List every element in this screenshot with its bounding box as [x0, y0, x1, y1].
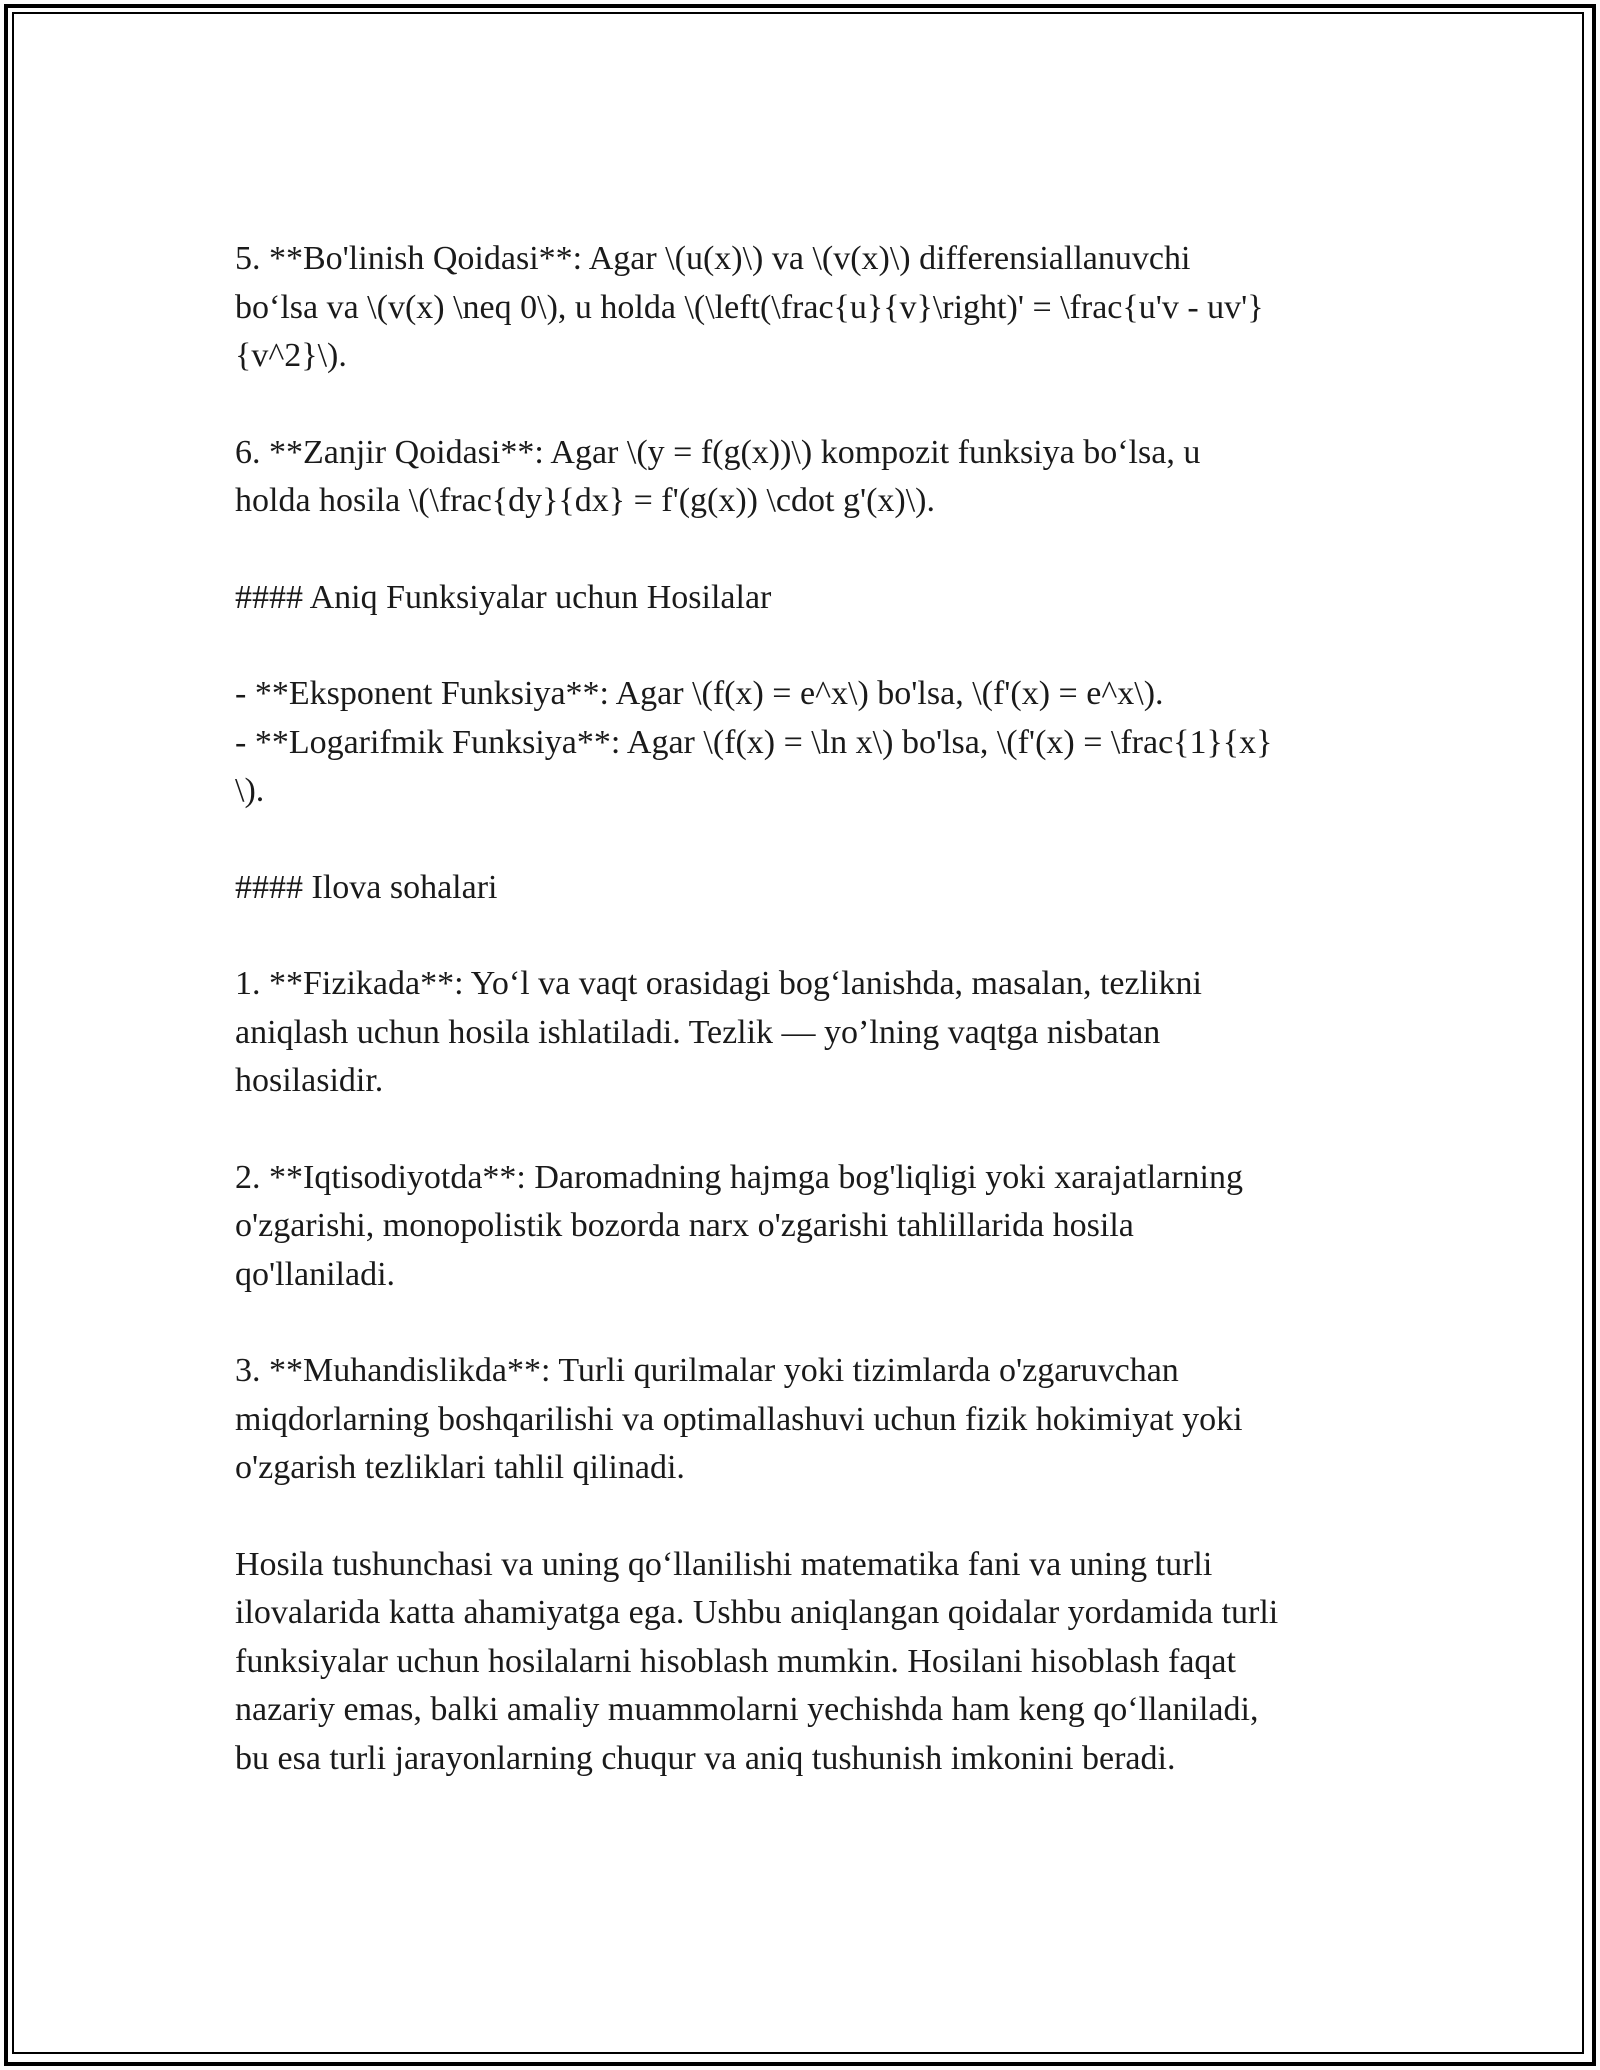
- quotient-rule-item: [235, 235, 1365, 381]
- application-areas-heading: [235, 864, 1365, 913]
- economics-item: [235, 1154, 1365, 1300]
- text-line: #### Aniq Funksiyalar uchun Hosilalar: [235, 578, 772, 616]
- function-derivatives-list: [235, 670, 1365, 816]
- text-line: 6. **Zanjir Qoidasi**: Agar \(y = f(g(x))\) kompozit funksiya bo‘lsa, u: [235, 433, 1201, 471]
- text-line: aniqlash uchun hosila ishlatiladi. Tezlik — yo’lning vaqtga nisbatan: [235, 1013, 1161, 1051]
- engineering-item: [235, 1347, 1365, 1493]
- specific-functions-heading: [235, 574, 1365, 623]
- conclusion-paragraph: [235, 1541, 1365, 1784]
- text-line: ilovalarida katta ahamiyatga ega. Ushbu aniqlangan qoidalar yordamida turli: [235, 1594, 1279, 1631]
- text-line: holda hosila \(\frac{dy}{dx} = f'(g(x)) \cdot g'(x)\).: [235, 482, 936, 519]
- text-line: 3. **Muhandislikda**: Turli qurilmalar yoki tizimlarda o'zgaruvchan: [235, 1352, 1179, 1389]
- text-line: - **Logarifmik Funksiya**: Agar \(f(x) = \ln x\) bo'lsa, \(f'(x) = \frac{1}{x}: [235, 723, 1273, 761]
- text-line: bu esa turli jarayonlarning chuqur va aniq tushunish imkonini beradi.: [235, 1739, 1176, 1777]
- text-line: \).: [235, 772, 265, 809]
- text-line: Hosila tushunchasi va uning qo‘llanilishi matematika fani va uning turli: [235, 1545, 1213, 1583]
- text-line: 2. **Iqtisodiyotda**: Daromadning hajmga bog'liqligi yoki xarajatlarning: [235, 1158, 1243, 1196]
- text-line: funksiyalar uchun hosilalarni hisoblash mumkin. Hosilani hisoblash faqat: [235, 1642, 1236, 1680]
- text-line: - **Eksponent Funksiya**: Agar \(f(x) = e^x\) bo'lsa, \(f'(x) = e^x\).: [235, 675, 1164, 712]
- text-line: 5. **Bo'linish Qoidasi**: Agar \(u(x)\) va \(v(x)\) differensiallanuvchi: [235, 240, 1191, 277]
- document-body: [235, 235, 1365, 1783]
- text-line: {v^2}\).: [235, 337, 347, 374]
- text-line: #### Ilova sohalari: [235, 868, 498, 906]
- text-line: miqdorlarning boshqarilishi va optimallashuvi uchun fizik hokimiyat yoki: [235, 1400, 1243, 1438]
- text-line: o'zgarish tezliklari tahlil qilinadi.: [235, 1449, 685, 1486]
- text-line: qo'llaniladi.: [235, 1255, 396, 1293]
- text-line: nazariy emas, balki amaliy muammolarni yechishda ham keng qo‘llaniladi,: [235, 1691, 1259, 1728]
- text-line: hosilasidir.: [235, 1062, 384, 1099]
- physics-item: [235, 960, 1365, 1106]
- chain-rule-item: [235, 429, 1365, 526]
- text-line: 1. **Fizikada**: Yo‘l va vaqt orasidagi bog‘lanishda, masalan, tezlikni: [235, 965, 1202, 1002]
- text-line: bo‘lsa va \(v(x) \neq 0\), u holda \(\left(\frac{u}{v}\right)' = \frac{u'v - uv'}: [235, 288, 1264, 326]
- text-line: o'zgarishi, monopolistik bozorda narx o'zgarishi tahlillarida hosila: [235, 1207, 1134, 1244]
